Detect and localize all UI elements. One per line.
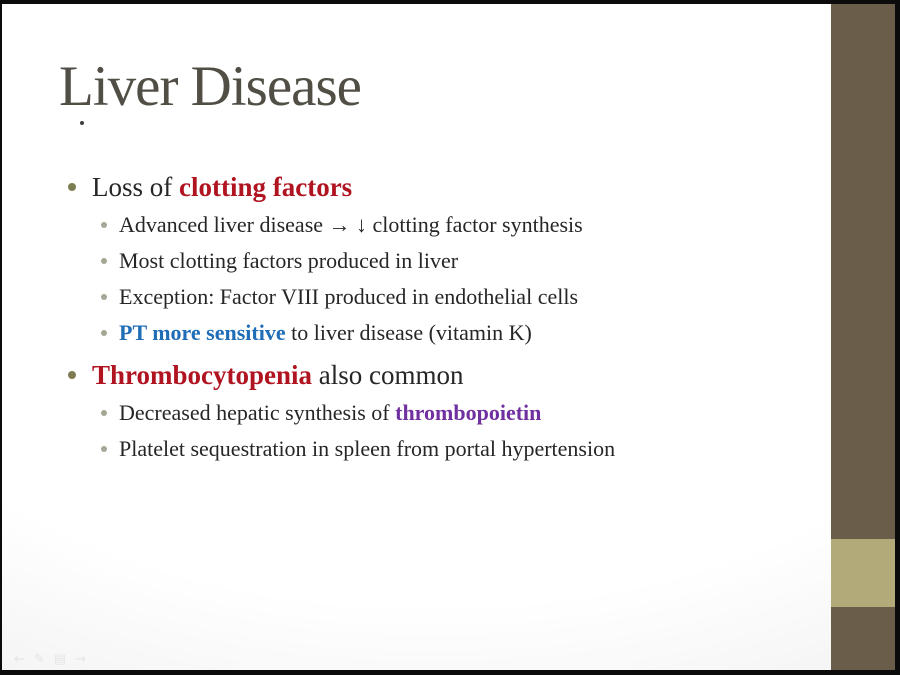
list-item: [2, 355, 822, 395]
sub-bullet-dot: [101, 294, 107, 300]
bullet-dot: [68, 371, 76, 379]
list-item: [2, 207, 822, 243]
text-segment: Exception: Factor VIII produced in endothelial cells: [119, 284, 579, 309]
sidebar-decoration: [831, 4, 895, 670]
list-item: [2, 243, 822, 279]
text-segment: clotting factors: [179, 171, 353, 202]
sub-bullet-dot: [101, 330, 107, 336]
list-item-text: [119, 248, 458, 274]
list-item-text: [119, 400, 541, 426]
text-segment: to liver disease (vitamin K): [285, 320, 532, 345]
list-item: [2, 167, 822, 207]
slide-navigator-button[interactable]: ▤: [53, 652, 67, 667]
sub-bullet-dot: [101, 446, 107, 452]
text-segment: Thrombocytopenia: [92, 359, 313, 390]
text-segment: Loss of: [92, 171, 179, 202]
list-item: [2, 431, 822, 467]
sub-bullet-dot: [101, 410, 107, 416]
list-item-text: [119, 320, 532, 346]
bullet-dot: [68, 183, 76, 191]
presenter-controls: [14, 652, 86, 668]
text-segment: also common: [312, 359, 464, 390]
text-segment: Decreased hepatic synthesis of: [119, 400, 396, 425]
slide-canvas: [2, 4, 831, 670]
sidebar-accent-band: [831, 539, 895, 607]
list-item: [2, 279, 822, 315]
bullet-list: [2, 167, 822, 467]
list-item-text: [119, 436, 615, 462]
sub-bullet-dot: [101, 258, 107, 264]
text-segment: Advanced liver disease → ↓ clotting factor synthesis: [119, 212, 583, 237]
text-segment: Most clotting factors produced in liver: [119, 248, 459, 273]
sub-bullet-dot: [101, 222, 107, 228]
prev-slide-button[interactable]: ←: [14, 652, 25, 667]
list-item-text: [92, 172, 352, 203]
list-item: [2, 315, 822, 351]
next-slide-button[interactable]: →: [75, 652, 87, 667]
list-item: [2, 395, 822, 431]
list-item-text: [92, 360, 464, 391]
list-item-text: [119, 212, 583, 238]
list-item-text: [119, 284, 578, 310]
pen-tool-button[interactable]: ✎: [33, 652, 45, 667]
text-segment: Platelet sequestration in spleen from portal hypertension: [119, 436, 616, 461]
text-segment: thrombopoietin: [395, 400, 542, 425]
slide-title: Liver Disease: [59, 55, 361, 118]
stray-dot: [80, 121, 84, 125]
text-segment: PT more sensitive: [119, 320, 286, 345]
